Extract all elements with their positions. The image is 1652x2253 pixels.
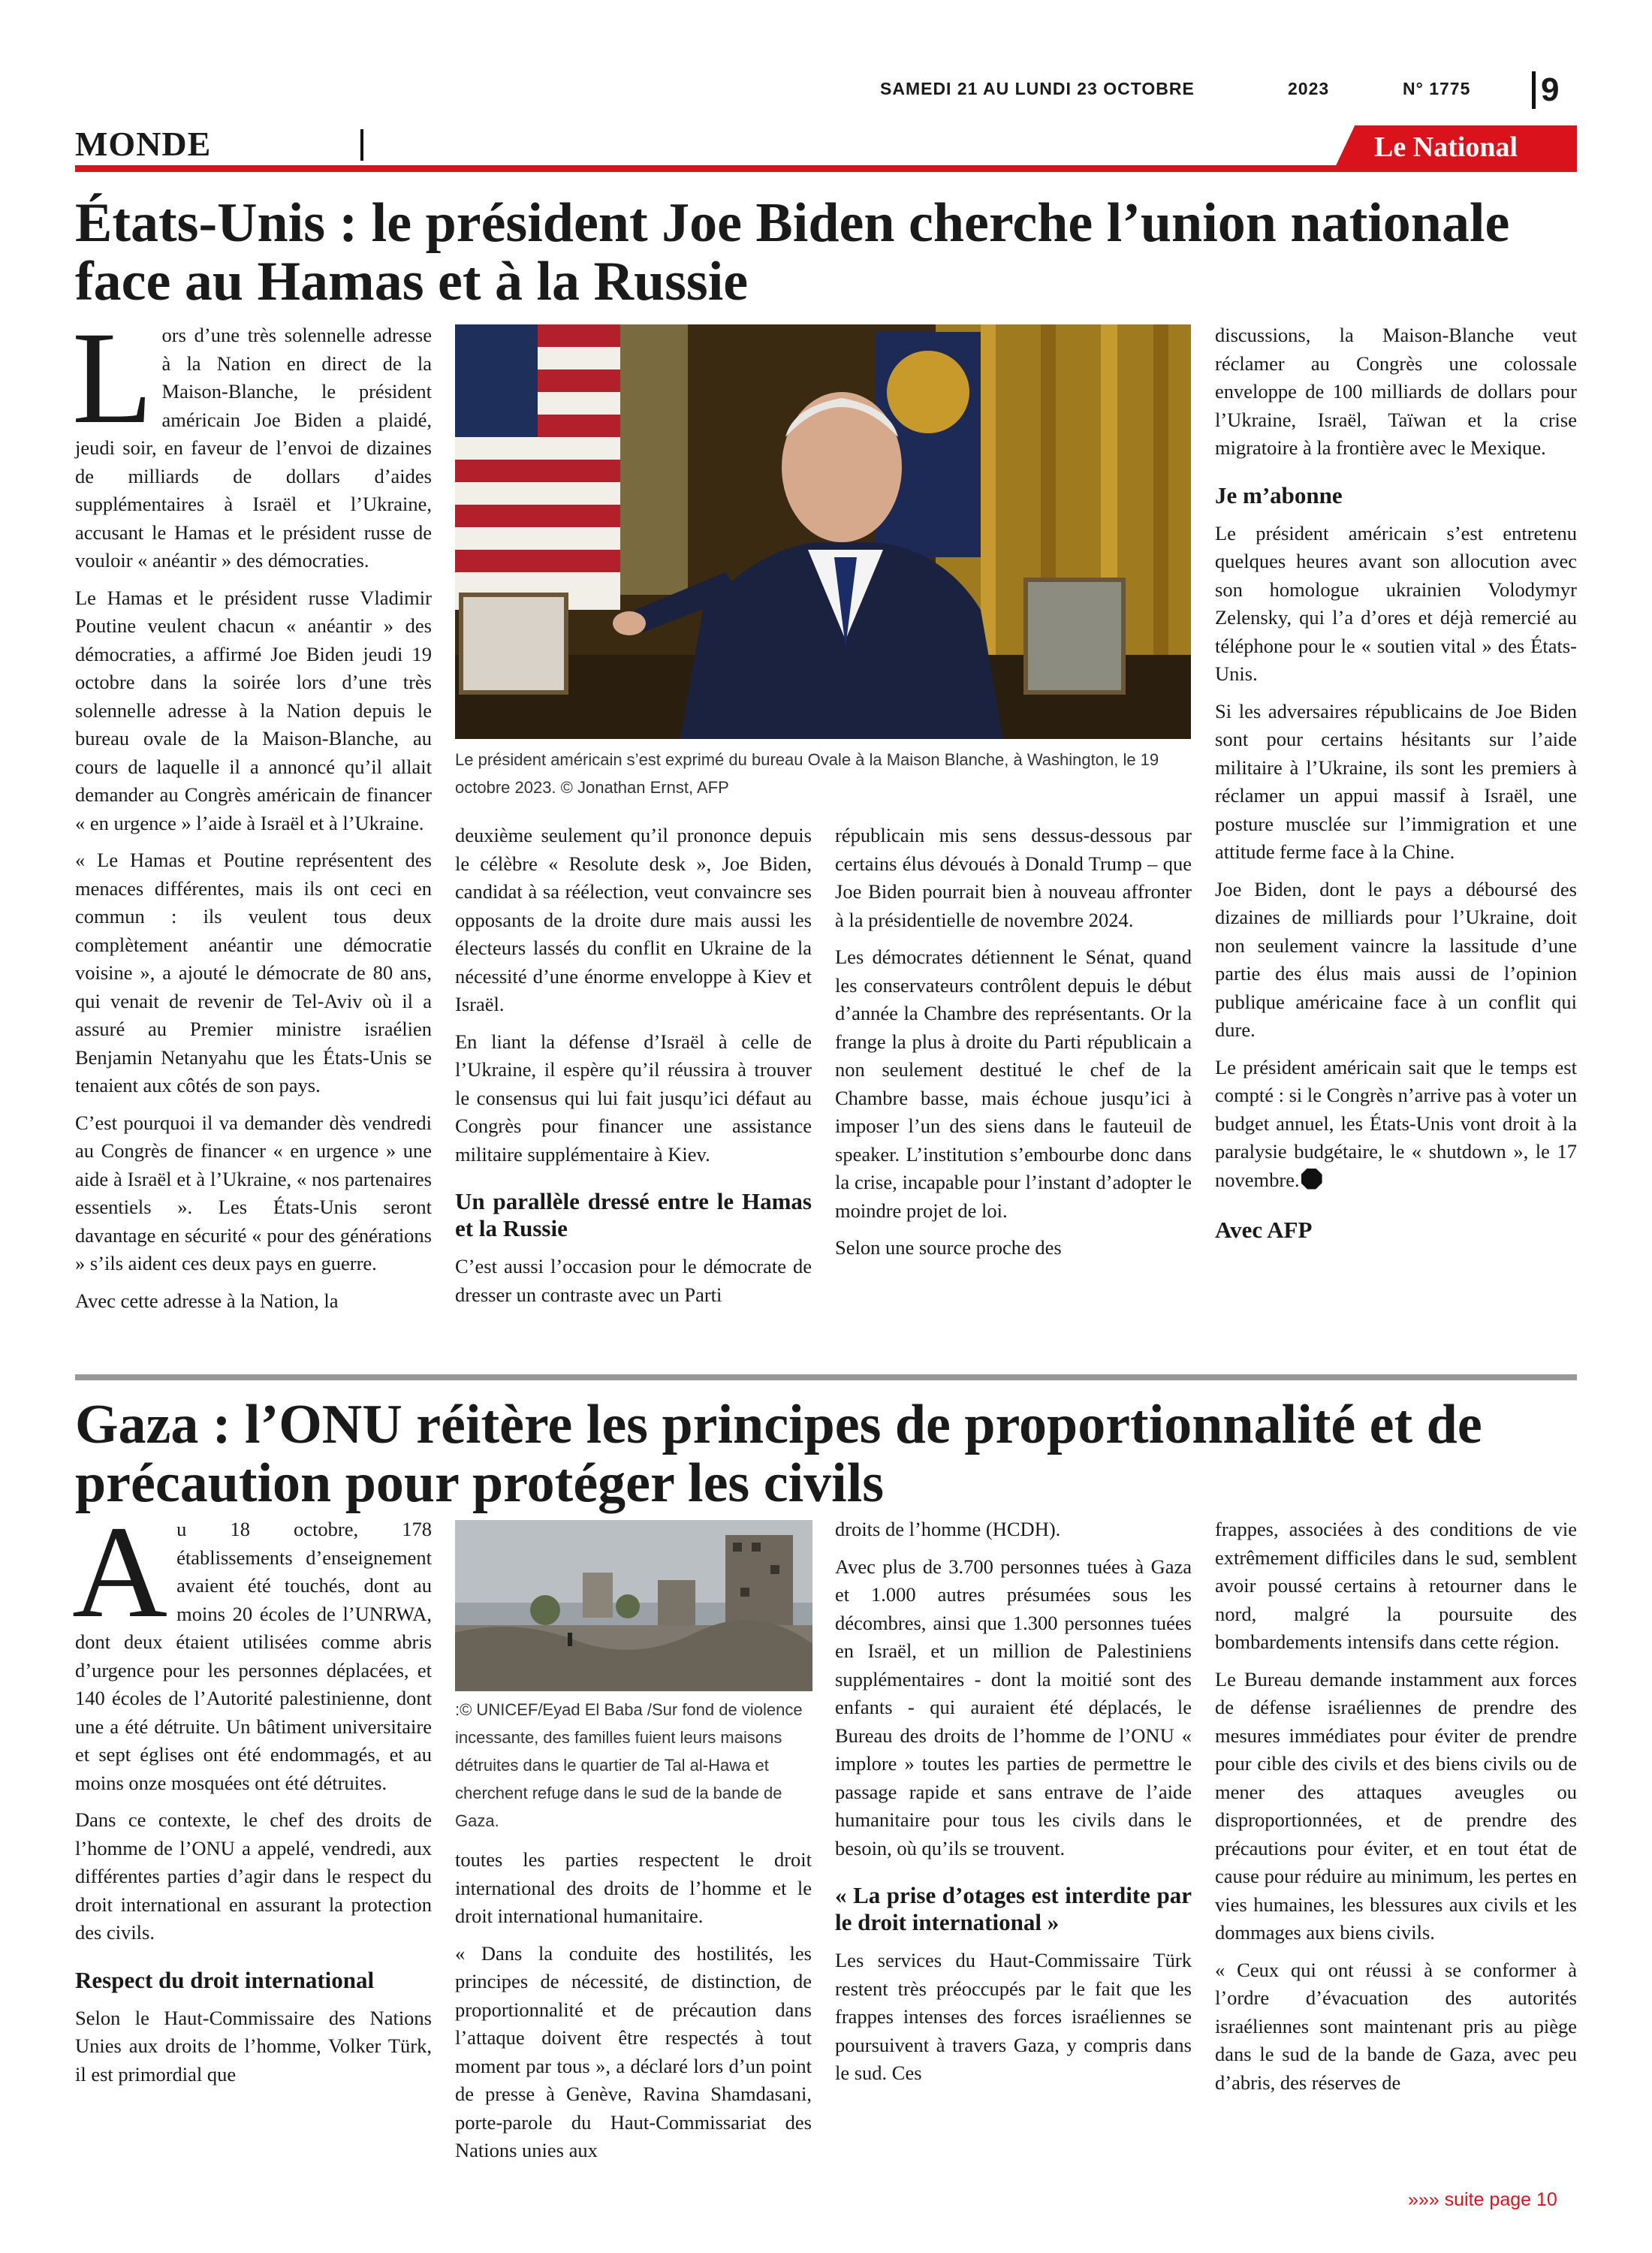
article1-paragraph: Si les adversaires républicains de Joe Biden sont pour certains hésitants sur l’aide militaire à l’Ukraine, ils sont les premiers à réclamer un appui massif à Israël, une posture musclée sur l’immigration et une attitude ferme face à la Chine. xyxy=(1215,699,1577,863)
article1-column-3 xyxy=(835,822,1192,1271)
article2-paragraph: Dans ce contexte, le chef des droits de l’homme de l’ONU a appelé, vendredi, aux différentes parties d’agir dans le respect du droit international en assurant la protection des civils. xyxy=(75,1808,432,1944)
article1-paragraph: Le Hamas et le président russe Vladimir Poutine veulent chacun « anéantir » des démocraties, a affirmé Joe Biden jeudi 19 octobre dans la soirée lors d’une très solennelle adresse à la Nation depuis le bureau ovale de la Maison-Blanche, au cours de laquelle il a annoncé qu’il allait demander au Congrès américain de financer « en urgence » l’aide à Israël et à l’Ukraine. xyxy=(75,586,432,834)
gaza-photo xyxy=(455,1520,812,1691)
article1-drop-cap: L xyxy=(72,305,153,451)
issue-date: SAMEDI 21 AU LUNDI 23 OCTOBRE xyxy=(880,79,1195,98)
article2-headline-line1: Gaza : l’ONU réitère les principes de proportionnalité et de xyxy=(75,1394,1482,1455)
article1-paragraph: C’est aussi l’occasion pour le démocrate de dresser un contraste avec un Parti xyxy=(455,1255,812,1306)
article2-paragraph: u 18 octobre, 178 établissements d’enseignement avaient été touchés, dont au moins 20 écoles de l’UNRWA, dont deux étaient utilisées comme abris d’urgence pour les personnes déplacées, et 140 écoles de l’Autorité palestinienne, dont une a été détruite. Un bâtiment universitaire et sept églises ont été endommagés, et au moins onze mosquées ont été détruites. xyxy=(75,1518,432,1794)
article-divider xyxy=(75,1374,1577,1380)
article2-paragraph: Les services du Haut-Commissaire Türk restent très préoccupés par le fait que les frappes intenses des forces israéliennes se poursuivent à travers Gaza, y compris dans le sud. Ces xyxy=(835,1949,1192,2084)
article2-column-3 xyxy=(835,1516,1192,2097)
article2-column-4 xyxy=(1215,1516,1577,2106)
article1-paragraph: En liant la défense d’Israël à celle de l’Ukraine, il espère qu’il réussira à trouver le consensus qui lui fait jusqu’ici défaut au Congrès pour financer une assistance militaire supplémentaire à Kiev. xyxy=(455,1030,812,1166)
article1-subheading: Je m’abonne xyxy=(1215,481,1343,508)
article2-paragraph: frappes, associées à des conditions de vie extrêmement difficiles dans le sud, semblent avoir poussé certains à retourner dans le nord, malgré la poursuite des bombardements intensifs dans cette région. xyxy=(1215,1518,1577,1653)
article2-paragraph: Avec plus de 3.700 personnes tuées à Gaza et 1.000 autres présumées sous les décombres, ainsi que 1.300 personnes tuées en Israël, et un million de Palestiniens supplémentaires - dont la moitié sont des enfants - qui auraient été déplacés, le Bureau des droits de l’homme de l’ONU « implore » toutes les parties de permettre le passage rapide et sans entrave de l’aide humanitaire pour tous les civils dans le besoin, où qu’ils se trouvent. xyxy=(835,1555,1192,1859)
article1-paragraph: discussions, la Maison-Blanche veut réclamer au Congrès une colossale enveloppe de 100 milliards de dollars pour l’Ukraine, Israël, Taïwan et la crise migratoire à la frontière avec le Mexique. xyxy=(1215,324,1577,459)
article1-paragraph: deuxième seulement qu’il prononce depuis le célèbre « Resolute desk », Joe Biden, candidat à sa réélection, veut convaincre ses opposants de la droite dure mais aussi les électeurs lassés du conflit en Ukraine de la nécessité d’une énorme enveloppe à Kiev et Israël. xyxy=(455,824,812,1015)
article1-headline xyxy=(75,194,1577,311)
brand-name: Le National xyxy=(1374,131,1518,163)
article1-subheading: Un parallèle dressé entre le Hamas et la Russie xyxy=(455,1188,812,1241)
biden-photo-caption: Le président américain s’est exprimé du bureau Ovale à la Maison Blanche, à Washington, le 19 octobre 2023. © Jonathan Ernst, AFP xyxy=(455,750,1159,797)
page-number-divider xyxy=(1532,71,1536,109)
article1-headline-line1: États-Unis : le président Joe Biden cherche l’union nationale xyxy=(75,192,1510,254)
article2-paragraph: « Ceux qui ont réussi à se conformer à l’ordre d’évacuation des autorités israéliennes sont maintenant pris au piège dans le sud de la bande de Gaza, avec peu d’abris, des réserves de xyxy=(1215,1958,1577,2094)
section-title: MONDE xyxy=(75,125,212,163)
article2-column-2 xyxy=(455,1846,812,2174)
article2-paragraph: « Dans la conduite des hostilités, les principes de nécessité, de distinction, de proportionnalité et de précaution dans l’attaque doivent être respectés à tout moment par tous », a déclaré lors d’un point de presse à Genève, Ravina Shamdasani, porte-parole du Haut-Commissariat des Nations unies aux xyxy=(455,1941,812,2161)
article1-column-2 xyxy=(455,822,812,1318)
article2-subheading: Respect du droit international xyxy=(75,1966,375,1993)
article2-paragraph: Le Bureau demande instamment aux forces de défense israéliennes de prendre des mesures immédiates pour éviter de prendre pour cible des civils et des biens civils ou de mener des attaques aveugles ou disproportionnées, et de prendre des précautions pour éviter, et en tout état de cause pour réduire au minimum, les pertes en vies humaines, les blessures aux civils et les dommages aux biens civils. xyxy=(1215,1667,1577,1944)
biden-photo-illustration xyxy=(455,324,1191,739)
article1-column-1 xyxy=(72,305,432,1324)
article1-paragraph: Avec cette adresse à la Nation, la xyxy=(75,1289,339,1312)
page-number: 9 xyxy=(1541,71,1560,108)
article2-paragraph: Selon le Haut-Commissaire des Nations Unies aux droits de l’homme, Volker Türk, il est primordial que xyxy=(75,2006,432,2086)
article2-paragraph: toutes les parties respectent le droit international des droits de l’homme et le droit international humanitaire. xyxy=(455,1848,812,1927)
article1-paragraph: C’est pourquoi il va demander dès vendredi au Congrès de financer « en urgence » une aide à Israël et à l’Ukraine, « nos partenaires essentiels ». Les États-Unis seront davantage en sécurité « pour des générations » s’ils aident ces deux pays en guerre. xyxy=(75,1111,432,1274)
article1-paragraph: Les démocrates détiennent le Sénat, quand les conservateurs contrôlent depuis le début d’année la Chambre des représentants. Or la frange la plus à droite du Parti républicain a non seulement destitué le chef de la Chambre basse, mais échoue jusqu’ici à imposer l’un des siens dans le fauteuil de speaker. L’institution s’embourbe donc dans la crise, incapable pour l’instant d’adopter le moindre projet de loi. xyxy=(835,946,1192,1222)
issue-number: N° 1775 xyxy=(1403,79,1471,98)
article2-subheading: « La prise d’otages est interdite par le droit international » xyxy=(835,1882,1192,1935)
article1-paragraph: « Le Hamas et Poutine représentent des menaces différentes, mais ils ont ceci en commun : ils veulent tous deux complètement anéantir une démocratie voisine », a ajouté le démocrate de 80 ans, qui venait de revenir de Tel-Aviv où il a assuré au Premier ministre israélien Benjamin Netanyahu que les États-Unis se tenaient aux côtés de son pays. xyxy=(75,849,432,1096)
article1-paragraph: Le président américain s’est entretenu quelques heures avant son allocution avec son homologue ukrainien Volodymyr Zelensky, qui l’a d’ores et déjà remercié au téléphone pour le « soutien vital » des États-Unis. xyxy=(1215,521,1577,685)
article2-paragraph: droits de l’homme (HCDH). xyxy=(835,1518,1061,1540)
article1-paragraph: républicain mis sens dessus-dessous par certains élus dévoués à Donald Trump – que Joe Biden pourrait bien à nouveau affronter à la présidentielle de novembre 2024. xyxy=(835,824,1192,931)
end-of-article-icon xyxy=(1301,1169,1322,1190)
biden-photo xyxy=(455,324,1191,739)
article2-headline-line2: précaution pour protéger les civils xyxy=(75,1452,885,1514)
article1-paragraph: Le président américain sait que le temps est compté : si le Congrès n’arrive pas à voter un budget annuel, les États-Unis vont droit à la paralysie budgétaire, le « shutdown », le 17 novembre. xyxy=(1215,1055,1578,1191)
article2-headline xyxy=(75,1395,1577,1513)
article1-paragraph: ors d’une très solennelle adresse à la Nation en direct de la Maison-Blanche, le président américain Joe Biden a plaidé, jeudi soir, en faveur de l’envoi de dizaines de milliards de dollars d’aides supplémentaires à Israël et l’Ukraine, accusant le Hamas et le président russe de vouloir « anéantir » des démocraties. xyxy=(75,324,432,572)
article1-signature: Avec AFP xyxy=(1215,1217,1313,1243)
issue-year: 2023 xyxy=(1288,79,1330,98)
section-divider xyxy=(360,129,363,161)
article1-paragraph: Selon une source proche des xyxy=(835,1236,1062,1259)
article1-headline-line2: face au Hamas et à la Russie xyxy=(75,251,749,312)
article2-column-1 xyxy=(72,1499,432,2098)
gaza-photo-illustration xyxy=(455,1520,812,1691)
header-rule xyxy=(75,165,1577,172)
article1-paragraph: Joe Biden, dont le pays a déboursé des dizaines de milliards pour l’Ukraine, doit non seulement vaincre la lassitude d’une partie des élus mais aussi de l’opinion publique américaine face à un conflit qui dure. xyxy=(1215,877,1577,1041)
gaza-photo-caption: :© UNICEF/Eyad El Baba /Sur fond de violence incessante, des familles fuient leurs maisons détruites dans le quartier de Tal al-Hawa et cherchent refuge dans le sud de la bande de Gaza. xyxy=(455,1700,803,1830)
continued-link[interactable]: »»» suite page 10 xyxy=(1408,2189,1557,2210)
article1-column-4 xyxy=(1215,321,1577,1254)
article2-drop-cap: A xyxy=(72,1499,168,1645)
